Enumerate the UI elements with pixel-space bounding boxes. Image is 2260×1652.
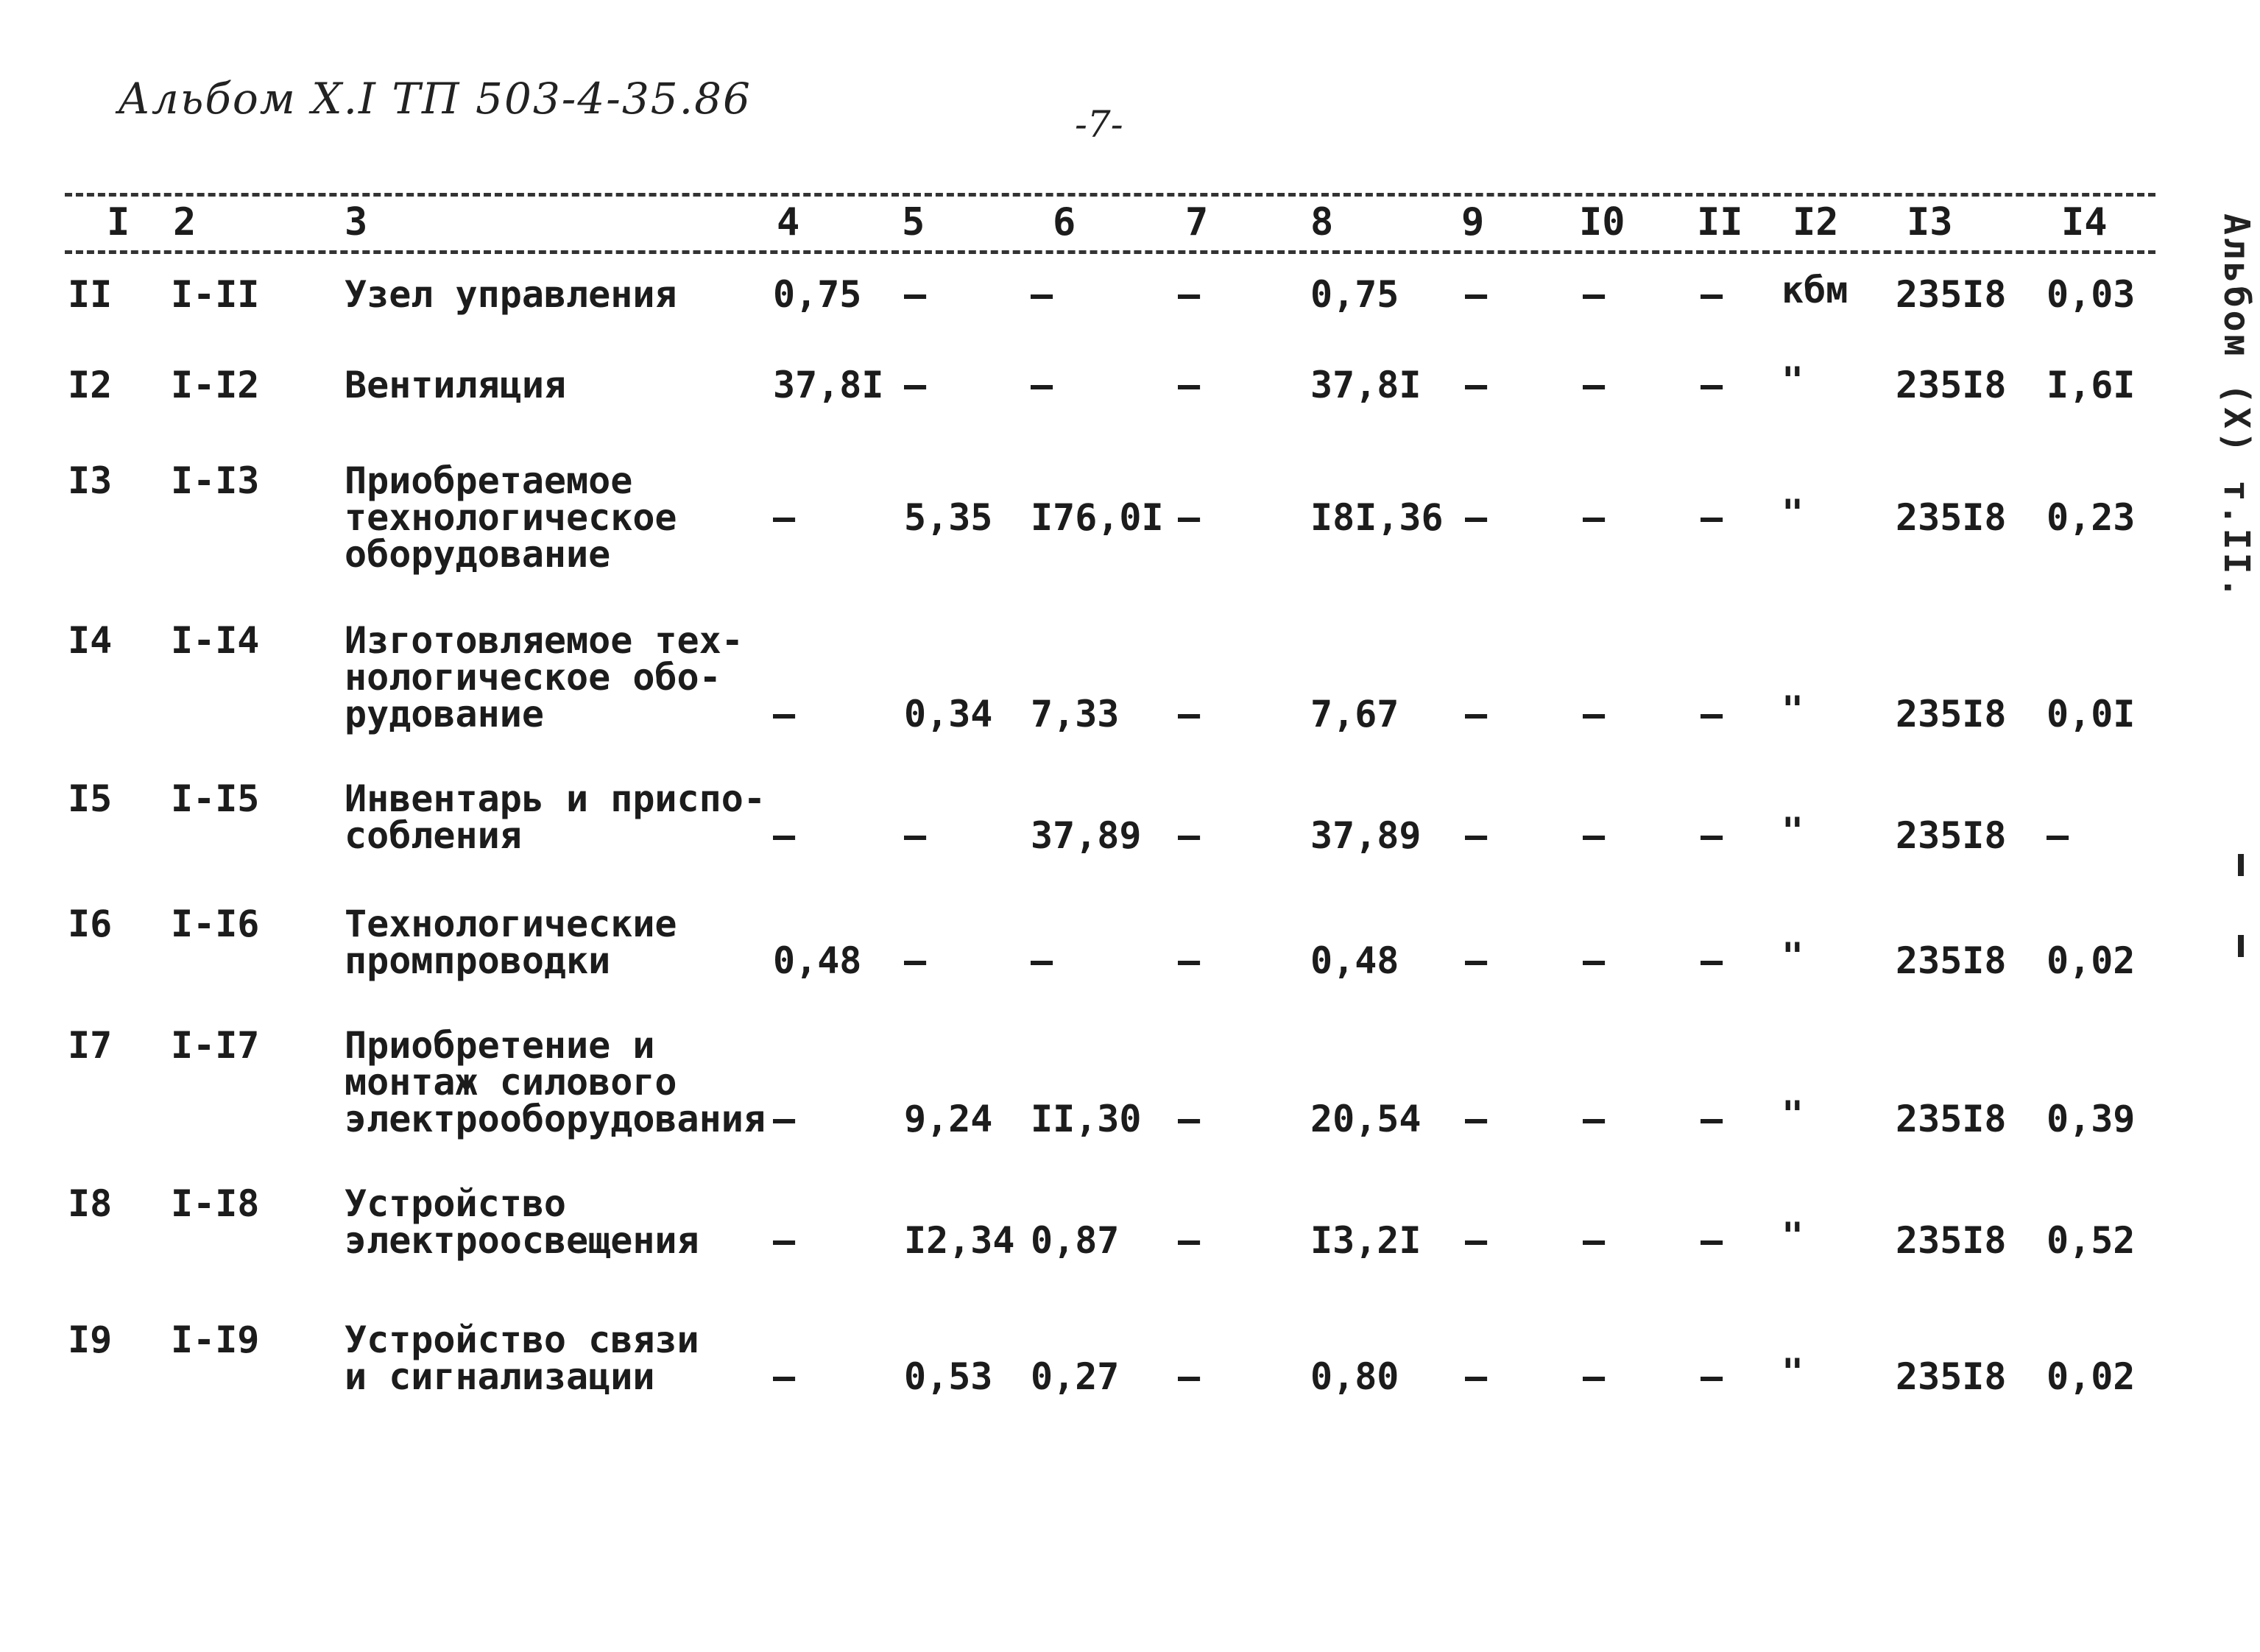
cell-c2: I-I4 xyxy=(171,619,260,662)
column-header: II xyxy=(1697,200,1743,244)
cell-c1: I2 xyxy=(68,364,113,406)
page-number: -7- xyxy=(1075,103,1123,146)
cell-c9: – xyxy=(1465,364,1488,406)
cell-c10: – xyxy=(1583,693,1606,735)
cell-c2: I-I7 xyxy=(171,1024,260,1067)
cell-c6: – xyxy=(1031,364,1053,406)
cell-description: Изготовляемое тех- нологическое обо- рудование xyxy=(345,619,744,735)
cell-c12: " xyxy=(1781,1351,1804,1394)
cell-c4: – xyxy=(773,1098,796,1140)
cell-c8: 0,75 xyxy=(1310,273,1399,316)
cell-c8: I3,2I xyxy=(1310,1219,1422,1262)
cell-description: Приобретаемое технологическое оборудование xyxy=(345,459,677,576)
cell-c13: 235I8 xyxy=(1896,1219,2007,1262)
cell-c12: " xyxy=(1781,810,1804,853)
cell-c14: 0,02 xyxy=(2047,1355,2136,1398)
cell-c9: – xyxy=(1465,1219,1488,1262)
cell-c6: – xyxy=(1031,273,1053,316)
column-header: I2 xyxy=(1793,200,1839,244)
cell-c12: " xyxy=(1781,1215,1804,1257)
cell-c2: I-I3 xyxy=(171,459,260,502)
cell-c5: 9,24 xyxy=(904,1098,993,1140)
cell-c14: 0,23 xyxy=(2047,496,2136,539)
cell-c12: кбм xyxy=(1781,269,1848,311)
cell-c7: – xyxy=(1178,814,1201,857)
cell-c13: 235I8 xyxy=(1896,939,2007,982)
cell-c13: 235I8 xyxy=(1896,1355,2007,1398)
cell-c9: – xyxy=(1465,1098,1488,1140)
column-header: I0 xyxy=(1579,200,1625,244)
cell-c5: – xyxy=(904,273,927,316)
cell-c12: " xyxy=(1781,492,1804,534)
cell-description: Технологические промпроводки xyxy=(345,903,677,982)
cell-description: Устройство электроосвещения xyxy=(345,1182,699,1262)
column-header: 7 xyxy=(1185,200,1209,244)
cell-c7: – xyxy=(1178,273,1201,316)
cell-c11: – xyxy=(1701,1098,1723,1140)
cell-c14: 0,52 xyxy=(2047,1219,2136,1262)
cell-c7: – xyxy=(1178,496,1201,539)
cell-c10: – xyxy=(1583,1355,1606,1398)
cell-c4: – xyxy=(773,496,796,539)
cell-c5: – xyxy=(904,364,927,406)
cell-c8: 0,48 xyxy=(1310,939,1399,982)
cell-c14: 0,39 xyxy=(2047,1098,2136,1140)
cell-c1: I5 xyxy=(68,777,113,820)
column-header: 9 xyxy=(1461,200,1485,244)
cell-c11: – xyxy=(1701,693,1723,735)
column-header: I3 xyxy=(1907,200,1953,244)
margin-mark xyxy=(2238,935,2244,957)
side-label: Альбом (X) т.II. xyxy=(2216,213,2257,601)
column-header: 4 xyxy=(777,200,800,244)
cell-c14: 0,02 xyxy=(2047,939,2136,982)
cell-c4: 37,8I xyxy=(773,364,884,406)
cell-c8: 0,80 xyxy=(1310,1355,1399,1398)
cell-c4: 0,48 xyxy=(773,939,862,982)
cell-c1: I7 xyxy=(68,1024,113,1067)
cell-c9: – xyxy=(1465,1355,1488,1398)
cell-c6: 37,89 xyxy=(1031,814,1142,857)
cell-c5: 0,53 xyxy=(904,1355,993,1398)
cell-c9: – xyxy=(1465,693,1488,735)
cell-description: Приобретение и монтаж силового электрооборудования xyxy=(345,1024,766,1140)
cell-c12: " xyxy=(1781,935,1804,978)
column-header: 8 xyxy=(1310,200,1334,244)
cell-c4: – xyxy=(773,693,796,735)
cell-description: Устройство связи и сигнализации xyxy=(345,1319,699,1398)
cell-c8: 37,89 xyxy=(1310,814,1422,857)
cell-c10: – xyxy=(1583,814,1606,857)
cell-c11: – xyxy=(1701,1219,1723,1262)
album-title: Альбом Х.I ТП 503-4-35.86 xyxy=(118,74,752,124)
cell-description: Узел управления xyxy=(345,273,677,316)
column-header: 2 xyxy=(173,200,197,244)
cell-c10: – xyxy=(1583,1098,1606,1140)
cell-c11: – xyxy=(1701,814,1723,857)
cell-c6: 0,87 xyxy=(1031,1219,1120,1262)
cell-c1: I3 xyxy=(68,459,113,502)
cell-c5: 5,35 xyxy=(904,496,993,539)
cell-c11: – xyxy=(1701,273,1723,316)
cell-c6: 0,27 xyxy=(1031,1355,1120,1398)
cell-c2: I-I2 xyxy=(171,364,260,406)
header-rule-top xyxy=(65,193,2155,197)
cell-c9: – xyxy=(1465,496,1488,539)
column-header: I4 xyxy=(2061,200,2108,244)
cell-c4: – xyxy=(773,1219,796,1262)
cell-c5: I2,34 xyxy=(904,1219,1015,1262)
cell-description: Инвентарь и приспо- собления xyxy=(345,777,766,857)
cell-c10: – xyxy=(1583,364,1606,406)
cell-c2: I-I6 xyxy=(171,903,260,945)
header-rule-bottom xyxy=(65,250,2155,254)
cell-c4: – xyxy=(773,814,796,857)
cell-c7: – xyxy=(1178,1219,1201,1262)
cell-c8: 20,54 xyxy=(1310,1098,1422,1140)
cell-c7: – xyxy=(1178,364,1201,406)
cell-c14: 0,03 xyxy=(2047,273,2136,316)
cell-c11: – xyxy=(1701,1355,1723,1398)
cell-c2: I-II xyxy=(171,273,260,316)
cell-c4: 0,75 xyxy=(773,273,862,316)
cell-c10: – xyxy=(1583,273,1606,316)
cell-c4: – xyxy=(773,1355,796,1398)
cell-c7: – xyxy=(1178,1098,1201,1140)
cell-c7: – xyxy=(1178,693,1201,735)
cell-c2: I-I5 xyxy=(171,777,260,820)
cell-c8: I8I,36 xyxy=(1310,496,1444,539)
cell-c12: " xyxy=(1781,1093,1804,1136)
cell-c7: – xyxy=(1178,939,1201,982)
cell-c11: – xyxy=(1701,364,1723,406)
cell-description: Вентиляция xyxy=(345,364,567,406)
cell-c5: 0,34 xyxy=(904,693,993,735)
cell-c14: – xyxy=(2047,814,2069,857)
cell-c8: 7,67 xyxy=(1310,693,1399,735)
cell-c1: I6 xyxy=(68,903,113,945)
cell-c9: – xyxy=(1465,939,1488,982)
cell-c13: 235I8 xyxy=(1896,1098,2007,1140)
cell-c10: – xyxy=(1583,1219,1606,1262)
cell-c1: I4 xyxy=(68,619,113,662)
cell-c1: I8 xyxy=(68,1182,113,1225)
cell-c6: 7,33 xyxy=(1031,693,1120,735)
cell-c11: – xyxy=(1701,939,1723,982)
cell-c11: – xyxy=(1701,496,1723,539)
cell-c13: 235I8 xyxy=(1896,693,2007,735)
cell-c5: – xyxy=(904,814,927,857)
cell-c9: – xyxy=(1465,814,1488,857)
column-header: 6 xyxy=(1053,200,1076,244)
cell-c14: 0,0I xyxy=(2047,693,2136,735)
cell-c6: I76,0I xyxy=(1031,496,1164,539)
cell-c1: I9 xyxy=(68,1319,113,1361)
cell-c14: I,6I xyxy=(2047,364,2136,406)
cell-c2: I-I8 xyxy=(171,1182,260,1225)
cell-c6: – xyxy=(1031,939,1053,982)
cell-c9: – xyxy=(1465,273,1488,316)
cell-c7: – xyxy=(1178,1355,1201,1398)
cell-c13: 235I8 xyxy=(1896,496,2007,539)
column-header: I xyxy=(107,200,130,244)
column-header: 5 xyxy=(902,200,925,244)
cell-c13: 235I8 xyxy=(1896,273,2007,316)
cell-c13: 235I8 xyxy=(1896,814,2007,857)
cell-c10: – xyxy=(1583,939,1606,982)
cell-c6: II,30 xyxy=(1031,1098,1142,1140)
cell-c10: – xyxy=(1583,496,1606,539)
cell-c8: 37,8I xyxy=(1310,364,1422,406)
cell-c12: " xyxy=(1781,688,1804,731)
cell-c13: 235I8 xyxy=(1896,364,2007,406)
column-header: 3 xyxy=(345,200,368,244)
cell-c12: " xyxy=(1781,359,1804,402)
cell-c1: II xyxy=(68,273,113,316)
margin-mark xyxy=(2238,854,2244,876)
cell-c2: I-I9 xyxy=(171,1319,260,1361)
cell-c5: – xyxy=(904,939,927,982)
table-header xyxy=(0,200,2260,246)
